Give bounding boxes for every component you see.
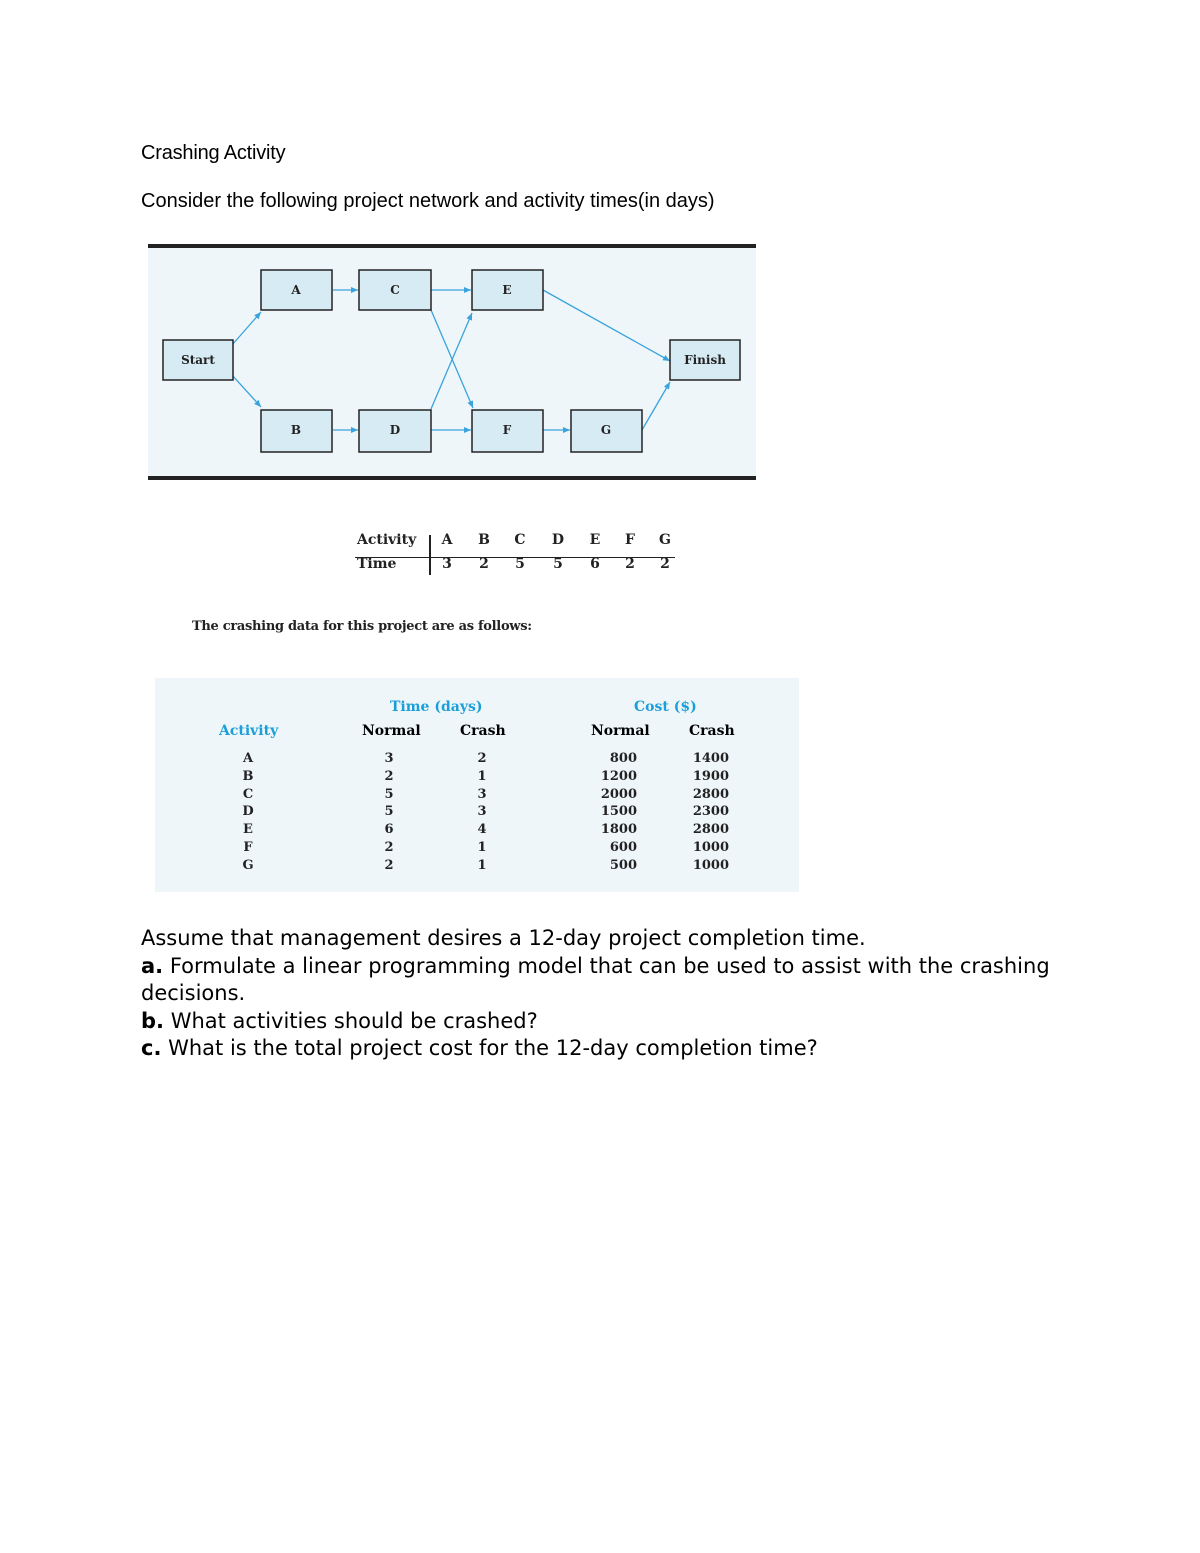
question-b-text: What activities should be crashed? <box>164 1008 538 1033</box>
crash-data-table <box>155 678 799 892</box>
time-crash-column: 2 1 3 3 4 1 1 <box>477 751 487 873</box>
time-cell: 5 <box>553 556 563 572</box>
activity-cell: A <box>441 532 453 548</box>
cost-normal-column: 800 1200 2000 1500 1800 600 500 <box>600 751 637 873</box>
diagram-top-rule <box>148 244 756 248</box>
node-finish-label: Finish <box>684 353 726 367</box>
activity-cell: F <box>625 532 635 548</box>
node-a <box>261 270 332 310</box>
activity-table-divider <box>429 535 431 575</box>
question-a <box>141 953 1101 981</box>
question-a-continuation: decisions. <box>141 981 246 1005</box>
question-b <box>141 1008 1101 1036</box>
activity-cell: C <box>514 532 526 548</box>
time-cell: 2 <box>660 556 670 572</box>
time-group-header: Time (days) <box>390 699 483 715</box>
cost-crash-header: Crash <box>689 723 735 739</box>
node-g-label: G <box>600 423 612 437</box>
node-d-label: D <box>389 423 401 437</box>
activity-header: Activity <box>357 532 417 548</box>
activity-cell: D <box>551 532 565 548</box>
assumption-text: Assume that management desires a 12-day project completion time. <box>141 926 866 950</box>
time-cell: 3 <box>442 556 452 572</box>
time-crash-header: Crash <box>460 723 506 739</box>
node-g <box>571 410 642 452</box>
time-normal-header: Normal <box>362 723 421 739</box>
question-c-text: What is the total project cost for the 12-day completion time? <box>161 1036 818 1060</box>
node-e <box>472 270 543 310</box>
activity-cell: E <box>589 532 601 548</box>
activity-cell: B <box>478 532 490 548</box>
node-f-label: F <box>502 423 512 437</box>
diagram-bottom-rule <box>148 476 756 480</box>
activity-cell: G <box>659 532 671 548</box>
time-cell: 6 <box>590 556 600 572</box>
crash-caption: The crashing data for this project are as follows: <box>192 619 532 634</box>
node-c-label: C <box>390 283 400 297</box>
node-start <box>163 340 233 380</box>
question-c-label: c. <box>141 1036 162 1060</box>
node-a-label: A <box>291 283 301 297</box>
cost-group-header: Cost ($) <box>634 699 697 715</box>
node-c <box>359 270 431 310</box>
diagram-background <box>148 246 756 479</box>
node-e-label: E <box>502 283 512 297</box>
activity-column-header: Activity <box>219 723 279 739</box>
activity-column: A B C D E F G <box>242 751 254 873</box>
question-a-label: a. <box>141 953 164 978</box>
node-b <box>261 410 332 452</box>
time-cell: 5 <box>515 556 525 572</box>
time-normal-column: 3 2 5 5 6 2 2 <box>384 751 394 873</box>
cost-normal-header: Normal <box>591 723 650 739</box>
time-cell: 2 <box>625 556 635 572</box>
intro-text: Consider the following project network and activity times(in days) <box>141 190 715 212</box>
project-network-diagram <box>148 244 756 481</box>
question-b-label: b. <box>141 1008 165 1033</box>
node-start-label: Start <box>181 353 215 367</box>
question-a-text: Formulate a linear programming model that can be used to assist with the crashing <box>163 953 1050 978</box>
node-b-label: B <box>290 423 302 437</box>
page-title: Crashing Activity <box>141 142 286 164</box>
node-finish <box>670 340 740 380</box>
node-f <box>472 410 543 452</box>
cost-crash-column: 1400 1900 2800 2300 2800 1000 1000 <box>692 751 729 873</box>
node-d <box>359 410 431 452</box>
time-cell: 2 <box>479 556 489 572</box>
questions-block <box>141 925 1101 1063</box>
time-header: Time <box>357 556 397 572</box>
question-c <box>141 1035 1101 1063</box>
